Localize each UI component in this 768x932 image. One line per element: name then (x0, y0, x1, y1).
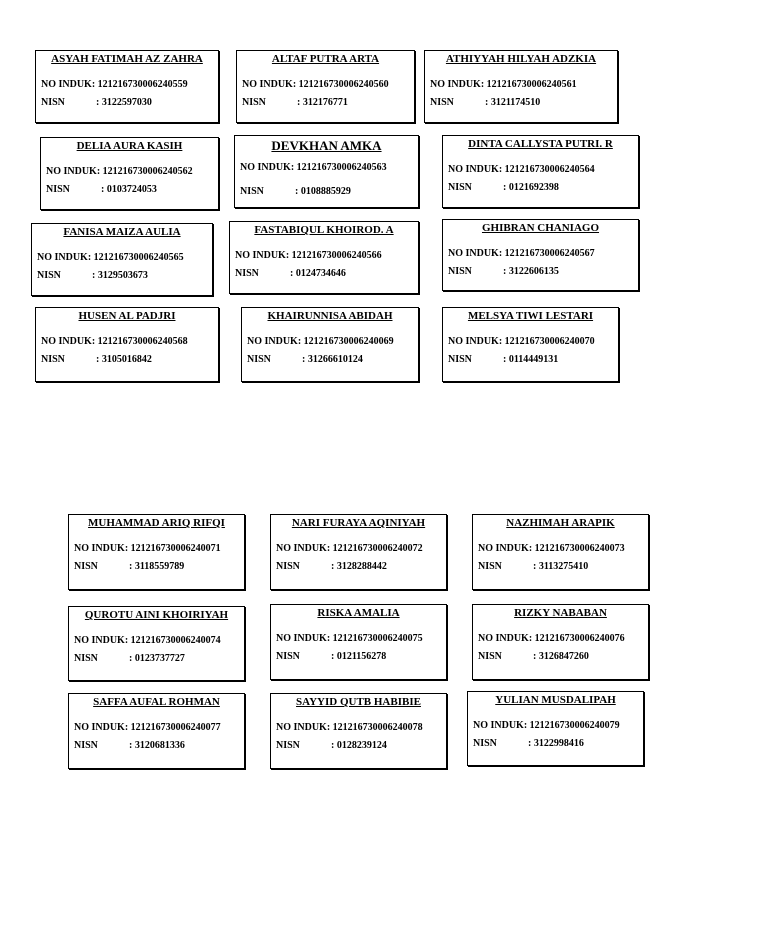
student-name: DEVKHAN AMKA (271, 138, 382, 153)
induk-line (430, 79, 577, 90)
nisn-sep: : (129, 740, 133, 751)
induk-label: NO INDUK: (276, 722, 331, 733)
induk-line (448, 336, 595, 347)
student-card (442, 307, 619, 382)
induk-label: NO INDUK: (242, 79, 297, 90)
nisn-value: 31266610124 (307, 354, 363, 365)
student-card (442, 135, 639, 208)
induk-value: 121216730006240071 (130, 543, 221, 554)
nisn-line (235, 268, 346, 279)
nisn-label: NISN (276, 561, 300, 572)
nisn-sep: : (533, 561, 537, 572)
nisn-label: NISN (242, 97, 266, 108)
nisn-value: 3122597030 (101, 97, 152, 108)
nisn-value: 3113275410 (538, 561, 589, 572)
induk-line (448, 248, 595, 259)
induk-value: 121216730006240078 (332, 722, 423, 733)
nisn-sep: : (129, 653, 133, 664)
induk-label: NO INDUK: (41, 79, 96, 90)
induk-value: 121216730006240069 (303, 336, 394, 347)
student-name: KHAIRUNNISA ABIDAH (267, 310, 393, 322)
induk-line (276, 543, 423, 554)
induk-label: NO INDUK: (430, 79, 485, 90)
induk-line (478, 633, 625, 644)
student-card (31, 223, 213, 296)
nisn-sep: : (96, 354, 100, 365)
induk-label: NO INDUK: (235, 250, 290, 261)
student-card (467, 691, 644, 766)
induk-label: NO INDUK: (74, 722, 129, 733)
induk-line (74, 635, 221, 646)
induk-label: NO INDUK: (478, 633, 533, 644)
induk-value: 121216730006240561 (486, 79, 577, 90)
student-name: DINTA CALLYSTA PUTRI. R (468, 138, 613, 150)
nisn-label: NISN (235, 268, 259, 279)
nisn-label: NISN (46, 184, 70, 195)
student-card (68, 514, 245, 590)
induk-value: 121216730006240073 (534, 543, 625, 554)
nisn-sep: : (295, 186, 299, 197)
nisn-value: 3122606135 (508, 266, 559, 277)
student-card (270, 604, 447, 680)
induk-label: NO INDUK: (37, 252, 92, 263)
nisn-sep: : (101, 184, 105, 195)
student-card (40, 137, 219, 210)
induk-line (240, 162, 387, 173)
nisn-value: 0108885929 (300, 186, 351, 197)
nisn-value: 3129503673 (97, 270, 148, 281)
nisn-value: 0103724053 (106, 184, 157, 195)
induk-value: 121216730006240070 (504, 336, 595, 347)
induk-value: 121216730006240565 (93, 252, 184, 263)
induk-label: NO INDUK: (448, 248, 503, 259)
induk-value: 121216730006240074 (130, 635, 221, 646)
nisn-label: NISN (41, 97, 65, 108)
induk-label: NO INDUK: (46, 166, 101, 177)
nisn-line (247, 354, 363, 365)
student-name: SAYYID QUTB HABIBIE (296, 696, 421, 708)
induk-value: 121216730006240568 (97, 336, 188, 347)
nisn-label: NISN (448, 266, 472, 277)
induk-label: NO INDUK: (74, 635, 129, 646)
student-name: SAFFA AUFAL ROHMAN (93, 696, 220, 708)
nisn-value: 3128288442 (336, 561, 387, 572)
nisn-value: 312176771 (302, 97, 348, 108)
nisn-label: NISN (247, 354, 271, 365)
student-name: DELIA AURA KASIH (76, 140, 183, 152)
student-name: YULIAN MUSDALIPAH (495, 694, 616, 706)
induk-label: NO INDUK: (473, 720, 528, 731)
nisn-value: 3122998416 (533, 738, 584, 749)
induk-value: 121216730006240077 (130, 722, 221, 733)
induk-value: 121216730006240560 (298, 79, 389, 90)
induk-line (41, 79, 188, 90)
nisn-line (74, 653, 185, 664)
induk-line (235, 250, 382, 261)
nisn-line (473, 738, 584, 749)
nisn-line (41, 97, 152, 108)
induk-label: NO INDUK: (448, 336, 503, 347)
nisn-label: NISN (473, 738, 497, 749)
nisn-label: NISN (74, 740, 98, 751)
nisn-line (448, 182, 559, 193)
induk-label: NO INDUK: (448, 164, 503, 175)
nisn-sep: : (503, 182, 507, 193)
induk-line (473, 720, 620, 731)
induk-label: NO INDUK: (74, 543, 129, 554)
student-name: RISKA AMALIA (317, 607, 400, 619)
nisn-line (430, 97, 540, 108)
induk-label: NO INDUK: (247, 336, 302, 347)
induk-line (74, 722, 221, 733)
nisn-sep: : (129, 561, 133, 572)
induk-line (247, 336, 394, 347)
nisn-value: 0128239124 (336, 740, 387, 751)
nisn-sep: : (331, 740, 335, 751)
student-name: ATHIYYAH HILYAH ADZKIA (445, 53, 597, 65)
student-card (270, 693, 447, 769)
induk-value: 121216730006240563 (296, 162, 387, 173)
induk-value: 121216730006240076 (534, 633, 625, 644)
nisn-label: NISN (74, 653, 98, 664)
induk-value: 121216730006240567 (504, 248, 595, 259)
induk-label: NO INDUK: (478, 543, 533, 554)
induk-value: 121216730006240072 (332, 543, 423, 554)
student-card (234, 135, 419, 208)
nisn-label: NISN (430, 97, 454, 108)
induk-label: NO INDUK: (276, 633, 331, 644)
student-name: GHIBRAN CHANIAGO (481, 222, 600, 234)
nisn-value: 3118559789 (134, 561, 185, 572)
nisn-label: NISN (37, 270, 61, 281)
induk-line (276, 722, 423, 733)
nisn-value: 3126847260 (538, 651, 589, 662)
student-card (472, 514, 649, 590)
induk-label: NO INDUK: (41, 336, 96, 347)
nisn-label: NISN (41, 354, 65, 365)
nisn-sep: : (503, 266, 507, 277)
induk-line (41, 336, 188, 347)
student-name: MUHAMMAD ARIQ RIFQI (88, 517, 225, 529)
student-card (35, 50, 219, 123)
induk-value: 121216730006240566 (291, 250, 382, 261)
induk-value: 121216730006240562 (102, 166, 193, 177)
nisn-label: NISN (276, 651, 300, 662)
nisn-line (74, 740, 185, 751)
induk-line (242, 79, 389, 90)
nisn-value: 0124734646 (295, 268, 346, 279)
student-name: FANISA MAIZA AULIA (63, 226, 181, 238)
student-card (68, 693, 245, 769)
nisn-value: 3105016842 (101, 354, 152, 365)
student-name: ALTAF PUTRA ARTA (271, 53, 380, 65)
nisn-line (242, 97, 348, 108)
nisn-value: 3121174510 (490, 97, 541, 108)
student-name: NARI FURAYA AQINIYAH (291, 517, 426, 529)
student-name: HUSEN AL PADJRI (78, 310, 176, 322)
nisn-line (478, 651, 589, 662)
nisn-sep: : (533, 651, 537, 662)
nisn-label: NISN (478, 651, 502, 662)
nisn-value: 0121692398 (508, 182, 559, 193)
induk-value: 121216730006240564 (504, 164, 595, 175)
induk-line (74, 543, 221, 554)
student-card (270, 514, 447, 590)
nisn-label: NISN (74, 561, 98, 572)
nisn-sep: : (92, 270, 96, 281)
student-card (68, 606, 245, 681)
nisn-value: 0121156278 (336, 651, 387, 662)
nisn-line (276, 740, 387, 751)
nisn-line (37, 270, 148, 281)
student-card (236, 50, 415, 123)
induk-value: 121216730006240075 (332, 633, 423, 644)
induk-line (276, 633, 423, 644)
nisn-line (478, 561, 588, 572)
nisn-line (240, 186, 351, 197)
nisn-sep: : (503, 354, 507, 365)
nisn-value: 0114449131 (508, 354, 559, 365)
student-name: QUROTU AINI KHOIRIYAH (84, 609, 229, 621)
nisn-sep: : (528, 738, 532, 749)
nisn-label: NISN (240, 186, 264, 197)
induk-line (448, 164, 595, 175)
student-card (424, 50, 618, 123)
student-card (472, 604, 649, 680)
nisn-sep: : (485, 97, 489, 108)
nisn-line (41, 354, 152, 365)
student-name: NAZHIMAH ARAPIK (506, 517, 615, 529)
induk-line (478, 543, 625, 554)
nisn-value: 0123737727 (134, 653, 185, 664)
induk-value: 121216730006240079 (529, 720, 620, 731)
nisn-line (46, 184, 157, 195)
nisn-value: 3120681336 (134, 740, 185, 751)
student-card (35, 307, 219, 382)
nisn-label: NISN (448, 354, 472, 365)
nisn-label: NISN (478, 561, 502, 572)
student-card (229, 221, 419, 294)
nisn-line (276, 561, 387, 572)
nisn-sep: : (302, 354, 306, 365)
nisn-line (276, 651, 386, 662)
nisn-sep: : (96, 97, 100, 108)
student-name: FASTABIQUL KHOIROD. A (254, 224, 394, 236)
nisn-line (448, 266, 559, 277)
nisn-sep: : (290, 268, 294, 279)
nisn-label: NISN (448, 182, 472, 193)
nisn-sep: : (297, 97, 301, 108)
student-card (241, 307, 419, 382)
nisn-line (74, 561, 184, 572)
student-name: ASYAH FATIMAH AZ ZAHRA (51, 53, 203, 65)
student-card (442, 219, 639, 291)
induk-label: NO INDUK: (276, 543, 331, 554)
nisn-line (448, 354, 558, 365)
induk-label: NO INDUK: (240, 162, 295, 173)
nisn-sep: : (331, 651, 335, 662)
nisn-sep: : (331, 561, 335, 572)
student-name: MELSYA TIWI LESTARI (467, 310, 594, 322)
induk-line (46, 166, 193, 177)
student-name: RIZKY NABABAN (514, 607, 607, 619)
nisn-label: NISN (276, 740, 300, 751)
induk-line (37, 252, 184, 263)
induk-value: 121216730006240559 (97, 79, 188, 90)
